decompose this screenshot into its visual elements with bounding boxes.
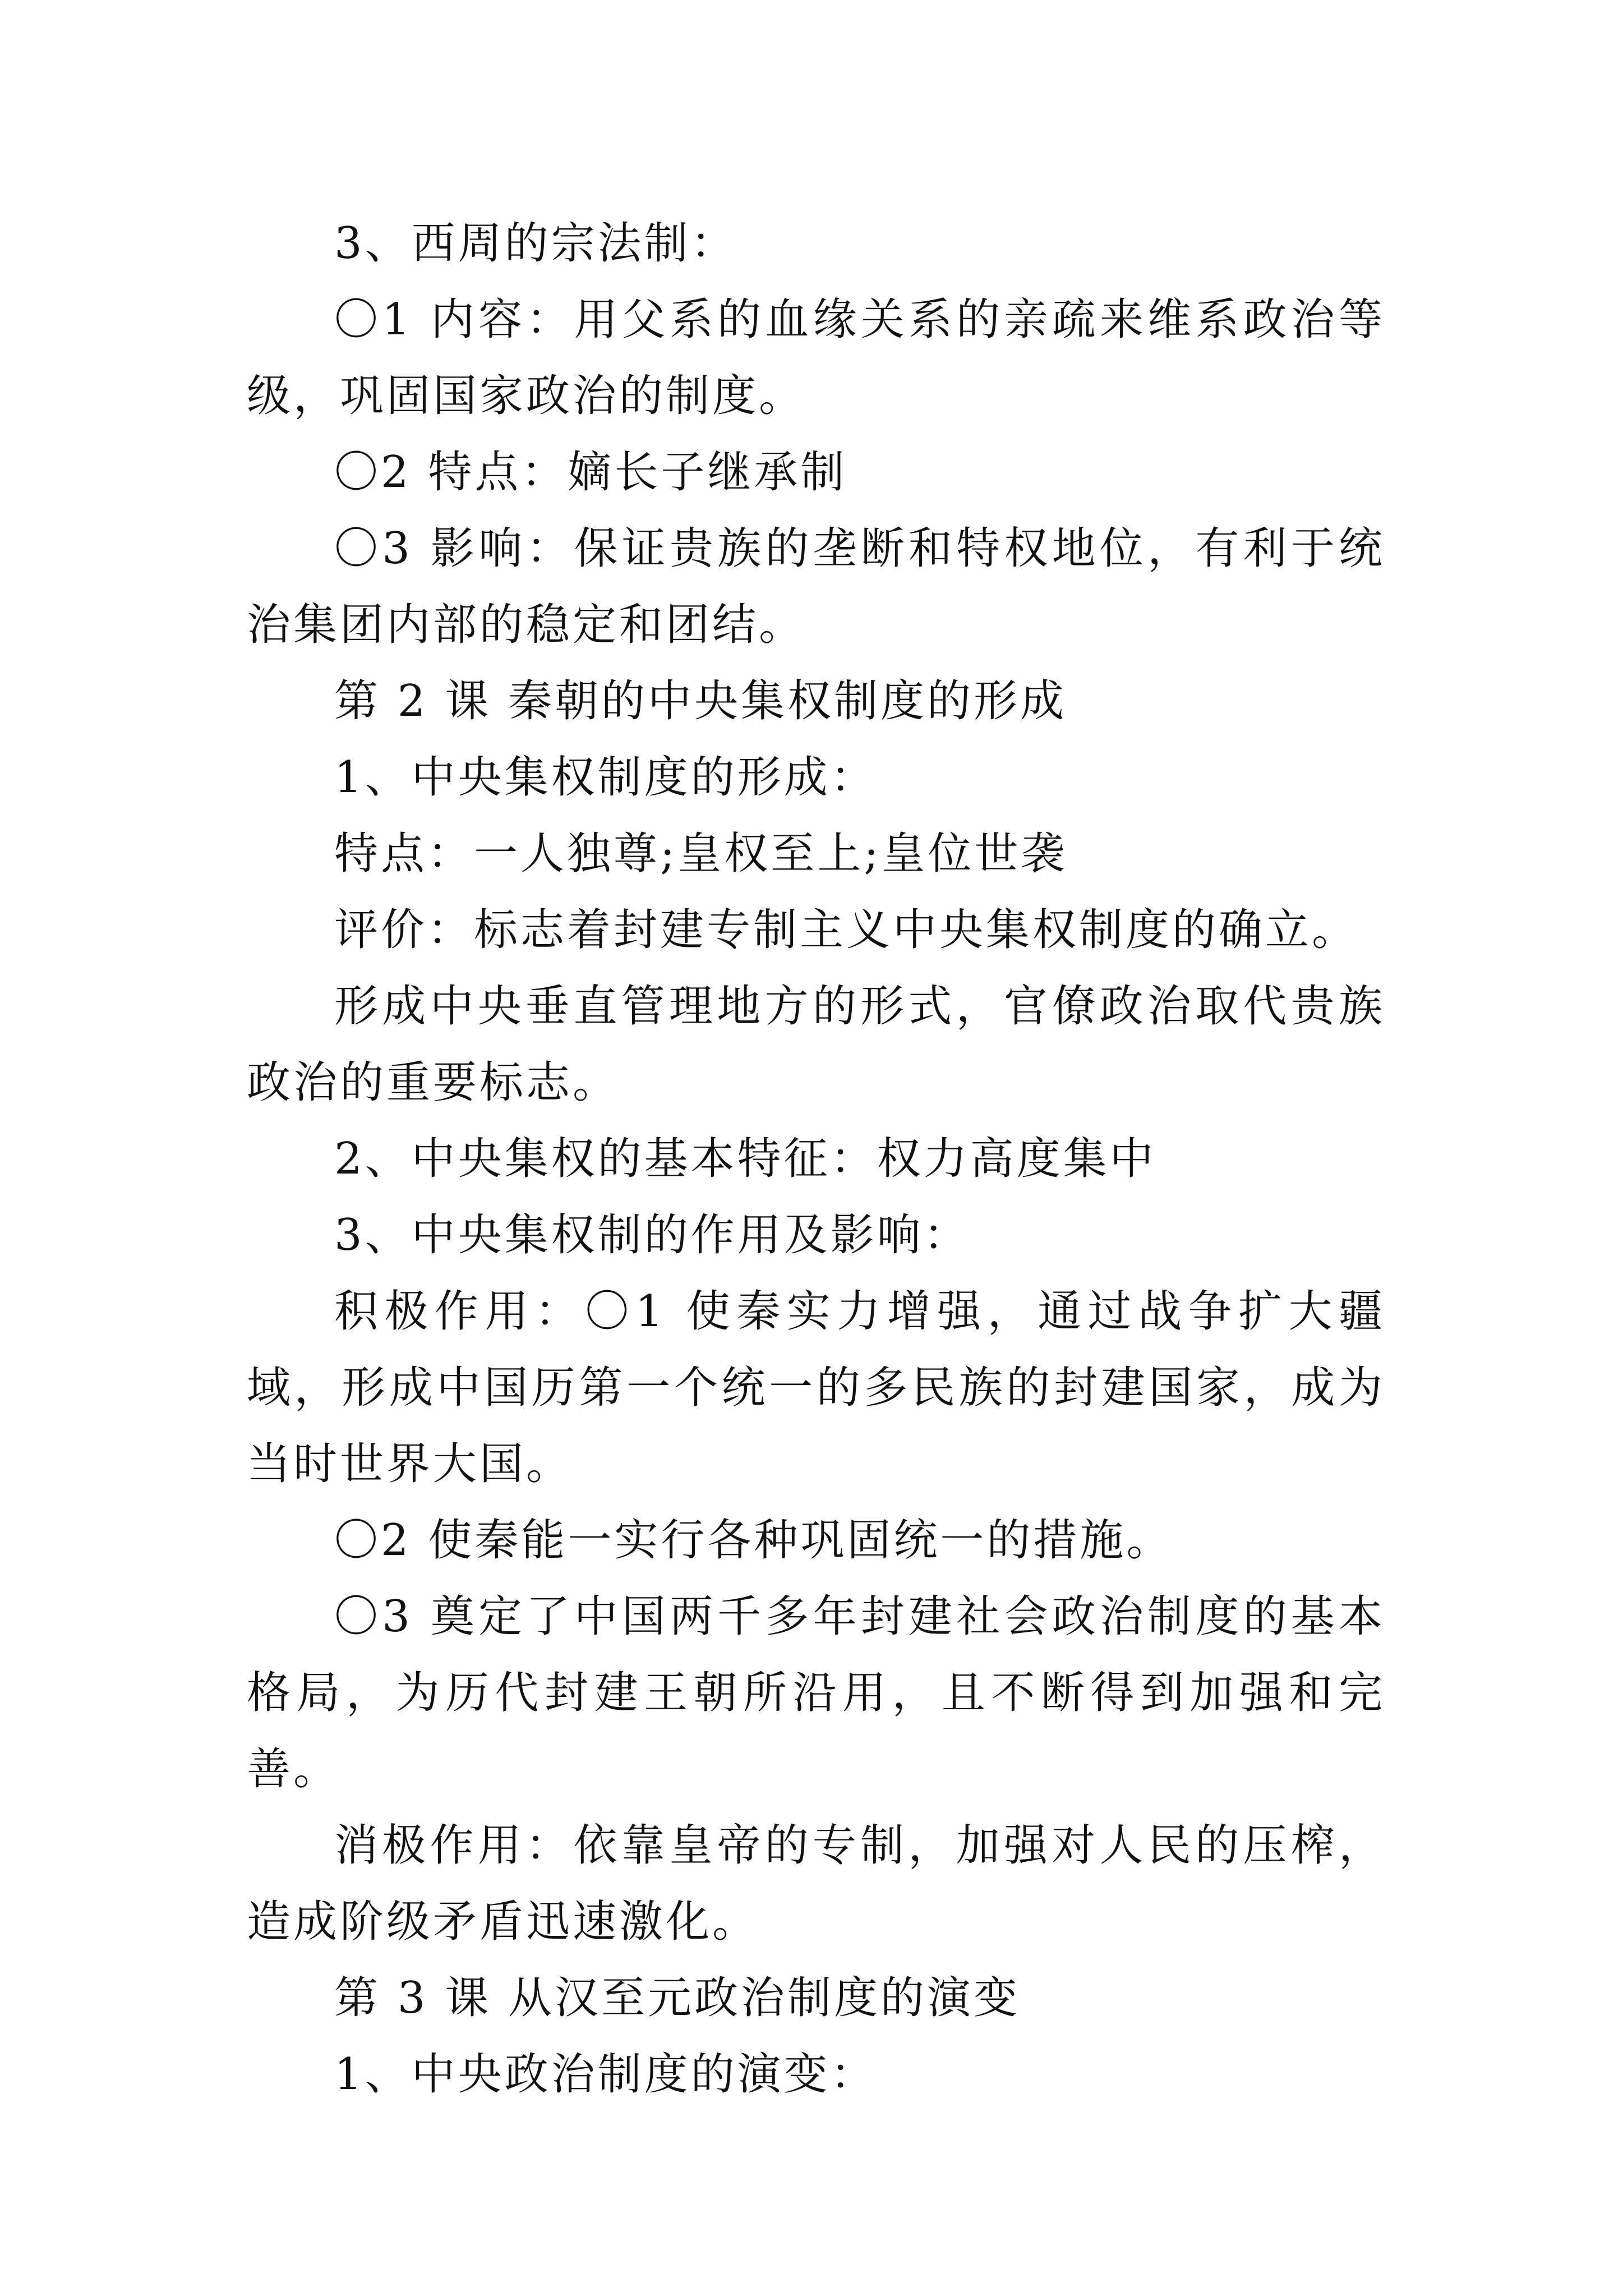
- paragraph-centralization-impact-heading: 3、中央集权制的作用及影响：: [334, 1210, 970, 1260]
- paragraph-zongfa-feature: 〇2 特点：嫡长子继承制: [334, 447, 847, 498]
- paragraph-centralization-features: 特点：一人独尊;皇权至上;皇位世袭: [334, 829, 1068, 879]
- paragraph-negative-effect: 消极作用：依靠皇帝的专制，加强对人民的压榨，造成阶级矛盾迅速激化。: [247, 1820, 1385, 1947]
- paragraph-centralization-basic-feature: 2、中央集权的基本特征：权力高度集中: [334, 1134, 1156, 1184]
- lesson-3-title: 第 3 课 从汉至元政治制度的演变: [334, 1973, 1021, 2023]
- paragraph-zongfa-influence: 〇3 影响：保证贵族的垄断和特权地位，有利于统治集团内部的稳定和团结。: [247, 523, 1385, 650]
- document-body: [247, 205, 1385, 2113]
- paragraph-centralization-formation: 1、中央集权制度的形成：: [334, 752, 877, 803]
- paragraph-centralization-significance: 形成中央垂直管理地方的形式，官僚政治取代贵族政治的重要标志。: [247, 981, 1385, 1108]
- paragraph-zongfa-content: 〇1 内容：用父系的血缘关系的亲疏来维系政治等级，巩固国家政治的制度。: [247, 295, 1385, 421]
- lesson-2-title: 第 2 课 秦朝的中央集权制度的形成: [334, 676, 1067, 726]
- paragraph-positive-effect-2: 〇2 使秦能一实行各种巩固统一的措施。: [334, 1515, 1173, 1566]
- paragraph-zongfa-heading: 3、西周的宗法制：: [334, 218, 737, 269]
- paragraph-positive-effect-1: 积极作用：〇1 使秦实力增强，通过战争扩大疆域，形成中国历第一个统一的多民族的封建国家，成为当时世界大国。: [247, 1286, 1385, 1489]
- paragraph-centralization-evaluation: 评价：标志着封建专制主义中央集权制度的确立。: [334, 905, 1359, 955]
- paragraph-central-system-evolution: 1、中央政治制度的演变：: [334, 2049, 877, 2100]
- paragraph-positive-effect-3: 〇3 奠定了中国两千多年封建社会政治制度的基本格局，为历代封建王朝所沿用，且不断得到加强和完善。: [247, 1591, 1385, 1795]
